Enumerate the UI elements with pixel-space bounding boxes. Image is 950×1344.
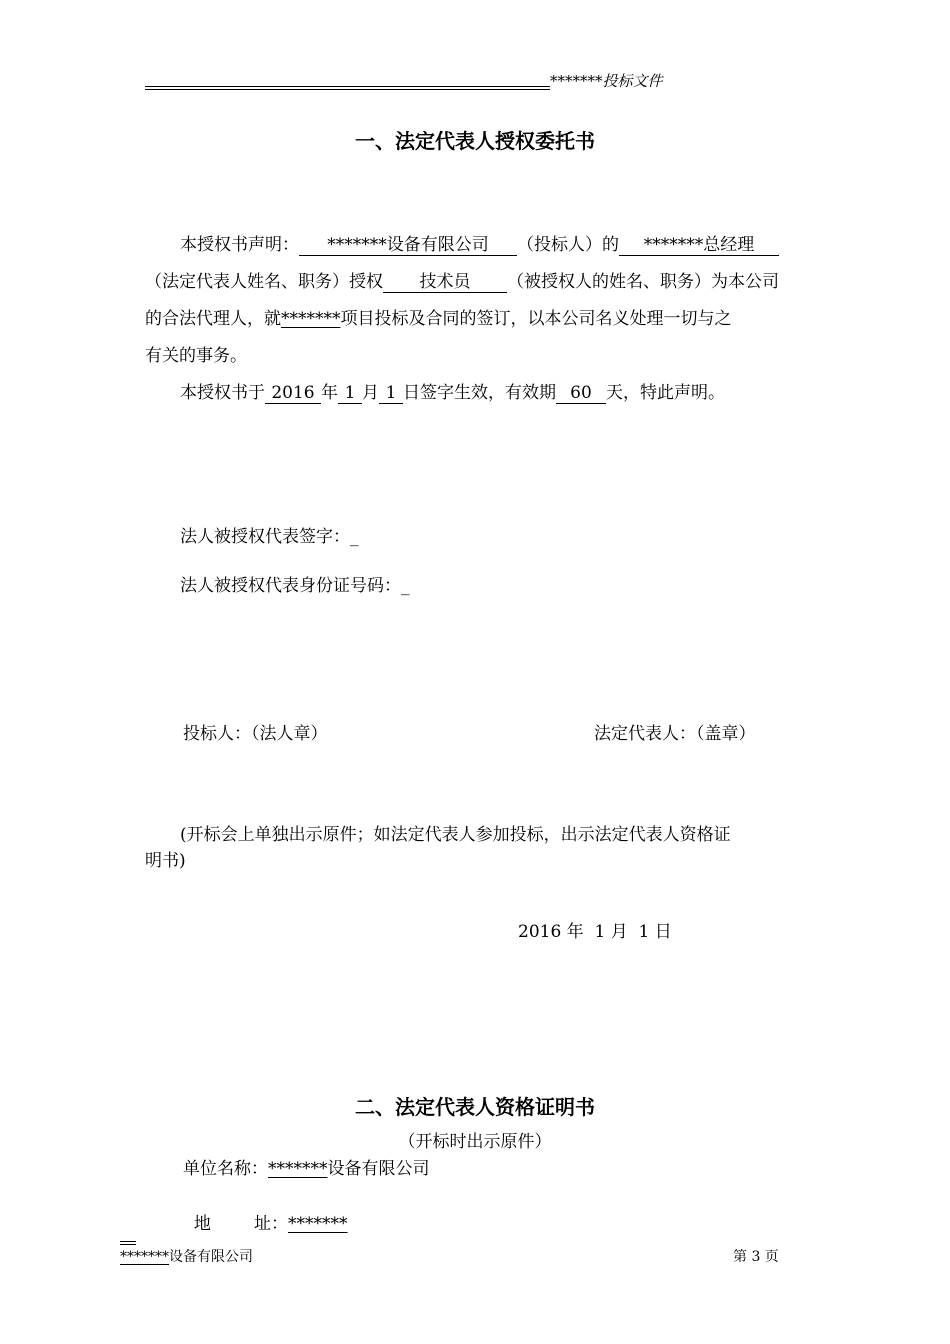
id-label: 法人被授权代表身份证号码： — [180, 576, 401, 596]
day-field: 1 — [379, 383, 403, 404]
note-line1: (开标会上单独出示原件；如法定代表人参加投标，出示法定代表人资格证 — [180, 825, 731, 845]
sign-label: 法人被授权代表签字： — [180, 527, 350, 547]
footer-company-mask: ******* — [120, 1249, 169, 1265]
sign-date: 2016 年 1 月 1 日 — [518, 922, 672, 942]
day-unit: 日签字生效，有效期 — [403, 383, 556, 403]
unit-label: 单位名称： — [183, 1159, 268, 1179]
bidder-stamp-label: 投标人：（法人章） — [183, 724, 328, 744]
p2-suffix: 天，特此声明。 — [606, 383, 725, 403]
section2-subtitle: （开标时出示原件） — [398, 1132, 552, 1152]
p1-mid2: （法定代表人姓名、职务）授权 — [145, 272, 383, 292]
p2-prefix: 本授权书于 — [180, 383, 265, 403]
agent-field: 技术员 — [383, 267, 507, 293]
sign-blank[interactable]: _ — [350, 527, 359, 547]
header-company-mask: ******* — [550, 72, 603, 90]
p1-line3 — [145, 304, 732, 329]
p1-line3-b: 项目投标及合同的签订，以本公司名义处理一切与之 — [340, 309, 732, 329]
year-unit: 年 — [321, 383, 338, 403]
p2-line — [180, 378, 725, 404]
address-line — [183, 1189, 348, 1234]
month-field: 1 — [338, 383, 362, 404]
legal-rep-field: *******总经理 — [619, 230, 779, 256]
header-doc-type: 投标文件 — [602, 72, 663, 90]
period-field: 60 — [556, 383, 606, 404]
footer-rule-top — [120, 1241, 136, 1242]
sign-line — [180, 522, 359, 547]
p1-mid1: （投标人）的 — [517, 235, 619, 255]
unit-mask: ******* — [268, 1159, 328, 1179]
year-field: 2016 — [265, 383, 321, 404]
p1-line1 — [180, 230, 779, 256]
addr-value: ******* — [288, 1214, 348, 1234]
p1-line4: 有关的事务。 — [145, 346, 247, 366]
month-unit: 月 — [362, 383, 379, 403]
header-rule-top — [145, 86, 550, 87]
id-blank[interactable]: _ — [401, 576, 410, 596]
p1-line2 — [145, 267, 779, 293]
page-number: 第 3 页 — [733, 1249, 779, 1265]
section2-title: 二、法定代表人资格证明书 — [355, 1095, 595, 1119]
addr-label: 地 址： — [193, 1214, 289, 1234]
header-doc-label — [550, 70, 663, 91]
id-line — [180, 571, 410, 596]
note-line2: 明书) — [145, 851, 186, 871]
legal-rep-stamp-label: 法定代表人：（盖章） — [594, 724, 756, 744]
p1-prefix: 本授权书声明： — [180, 235, 299, 255]
header-rule-bottom — [145, 89, 550, 90]
p1-line3-a: 的合法代理人，就 — [145, 309, 281, 329]
unit-name-line — [183, 1154, 430, 1179]
project-mask: ******* — [281, 309, 341, 329]
footer-rule-bottom — [120, 1244, 136, 1245]
unit-suffix: 设备有限公司 — [327, 1159, 430, 1179]
section1-title: 一、法定代表人授权委托书 — [355, 129, 595, 153]
p1-mid3: （被授权人的姓名、职务）为本公司 — [507, 272, 779, 292]
bidder-company-field: *******设备有限公司 — [299, 230, 517, 256]
footer-company — [120, 1246, 253, 1266]
footer-company-suffix: 设备有限公司 — [169, 1249, 253, 1265]
